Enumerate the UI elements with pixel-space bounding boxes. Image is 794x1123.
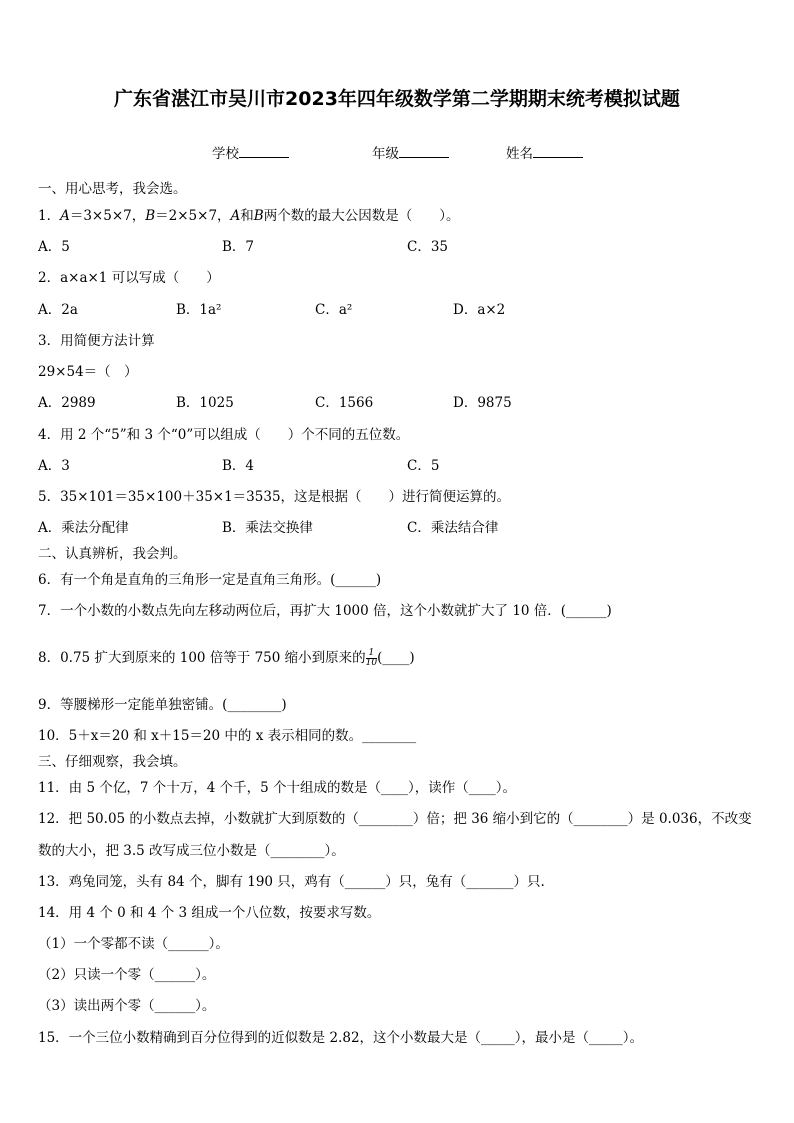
q1-var-a: A	[60, 208, 70, 224]
q3-option-b[interactable]: B．1025	[176, 395, 234, 411]
q1-sep2: ，	[217, 208, 231, 224]
name-label: 姓名	[506, 146, 533, 162]
q1-sep: ，	[131, 208, 146, 224]
q8-text: 8．0.75 扩大到原来的 100 倍等于 750 缩小到原来的	[38, 650, 366, 666]
question-2: 2．a×a×1 可以写成（ ）	[38, 270, 220, 286]
question-7: 7．一个小数的小数点先向左移动两位后，再扩大 1000 倍，这个小数就扩大了 10 倍．(______)	[38, 603, 612, 619]
question-6: 6．有一个角是直角的三角形一定是直角三角形。(______)	[38, 572, 382, 588]
question-11: 11．由 5 个亿，7 个十万，4 个千，5 个十组成的数是（____），读作（____）。	[38, 780, 516, 796]
question-1	[38, 207, 459, 225]
q5-option-c[interactable]: C．乘法结合律	[407, 520, 499, 536]
q1-option-b[interactable]: B．7	[222, 239, 255, 255]
section-1-heading: 一、用心思考，我会选。	[38, 181, 187, 197]
school-label: 学校	[212, 146, 239, 162]
q1-tail-mid: 和	[240, 208, 254, 224]
grade-field[interactable]	[372, 142, 449, 162]
q2-option-a[interactable]: A．2a	[38, 302, 78, 318]
q2-option-d[interactable]: D．a×2	[453, 302, 506, 318]
question-10: 10．5＋x＝20 和 x＋15＝20 中的 x 表示相同的数。________	[38, 728, 417, 744]
name-field[interactable]	[506, 142, 583, 162]
q1-tail-b: B	[253, 208, 264, 224]
grade-label: 年级	[372, 146, 399, 162]
q14-part-3: （3）读出两个零（______）。	[38, 998, 216, 1014]
q3-option-d[interactable]: D．9875	[453, 395, 512, 411]
q3-option-c[interactable]: C．1566	[315, 395, 374, 411]
q1-var-b: B	[145, 208, 156, 224]
question-15: 15．一个三位小数精确到百分位得到的近似数是 2.82，这个小数最大是（_____），最小是（_____）。	[38, 1030, 644, 1046]
question-12-line-1: 12．把 50.05 的小数点去掉，小数就扩大到原数的（________）倍；把 36 缩小到它的（________）是 0.036，不改变	[38, 811, 752, 827]
q8-answer-blank[interactable]: (____)	[377, 650, 415, 666]
q5-option-a[interactable]: A．乘法分配律	[38, 520, 129, 536]
q8-frac-numerator: 1	[366, 649, 377, 659]
question-13: 13．鸡兔同笼，头有 84 个，脚有 190 只，鸡有（______）只，兔有（_______）只.	[38, 874, 545, 890]
question-8	[38, 649, 415, 668]
name-blank[interactable]	[533, 145, 583, 158]
q2-option-b[interactable]: B．1a²	[176, 302, 222, 318]
grade-blank[interactable]	[399, 145, 449, 158]
section-3-heading: 三、仔细观察，我会填。	[38, 754, 187, 770]
q4-option-c[interactable]: C．5	[407, 458, 440, 474]
school-blank[interactable]	[239, 145, 289, 158]
question-4: 4．用 2 个“5”和 3 个“0”可以组成（ ）个不同的五位数。	[38, 427, 410, 443]
q5-option-b[interactable]: B．乘法交换律	[222, 520, 313, 536]
q1-option-c[interactable]: C．35	[407, 239, 449, 255]
q3-expression: 29×54＝（ ）	[38, 364, 138, 380]
q1-number: 1．	[38, 208, 61, 224]
question-5: 5．35×101＝35×100＋35×1＝3535，这是根据（ ）进行简便运算的。	[38, 489, 511, 505]
page-title: 广东省湛江市吴川市2023年四年级数学第二学期期末统考模拟试题	[114, 88, 680, 110]
section-2-heading: 二、认真辨析，我会判。	[38, 546, 187, 562]
q14-part-2: （2）只读一个零（______）。	[38, 967, 216, 983]
question-9: 9．等腰梯形一定能单独密铺。(________)	[38, 697, 287, 713]
q3-option-a[interactable]: A．2989	[38, 395, 96, 411]
q1-expr-a: ＝3×5×7	[69, 208, 132, 224]
school-field[interactable]	[212, 142, 289, 162]
q14-part-1: （1）一个零都不读（______）。	[38, 936, 229, 952]
q1-expr-b: ＝2×5×7	[155, 208, 218, 224]
q4-option-b[interactable]: B．4	[222, 458, 255, 474]
question-14: 14．用 4 个 0 和 4 个 3 组成一个八位数，按要求写数。	[38, 905, 381, 921]
question-3: 3．用简便方法计算	[38, 333, 155, 349]
q4-option-a[interactable]: A．3	[38, 458, 70, 474]
q1-tail-a: A	[230, 208, 241, 224]
q1-text: 两个数的最大公因数是（ ）。	[263, 208, 460, 224]
q2-option-c[interactable]: C．a²	[315, 302, 353, 318]
q8-fraction	[366, 649, 377, 668]
q8-frac-denominator: 10	[365, 658, 378, 668]
q1-option-a[interactable]: A．5	[38, 239, 70, 255]
question-12-line-2: 数的大小，把 3.5 改写成三位小数是（________）。	[38, 843, 345, 859]
